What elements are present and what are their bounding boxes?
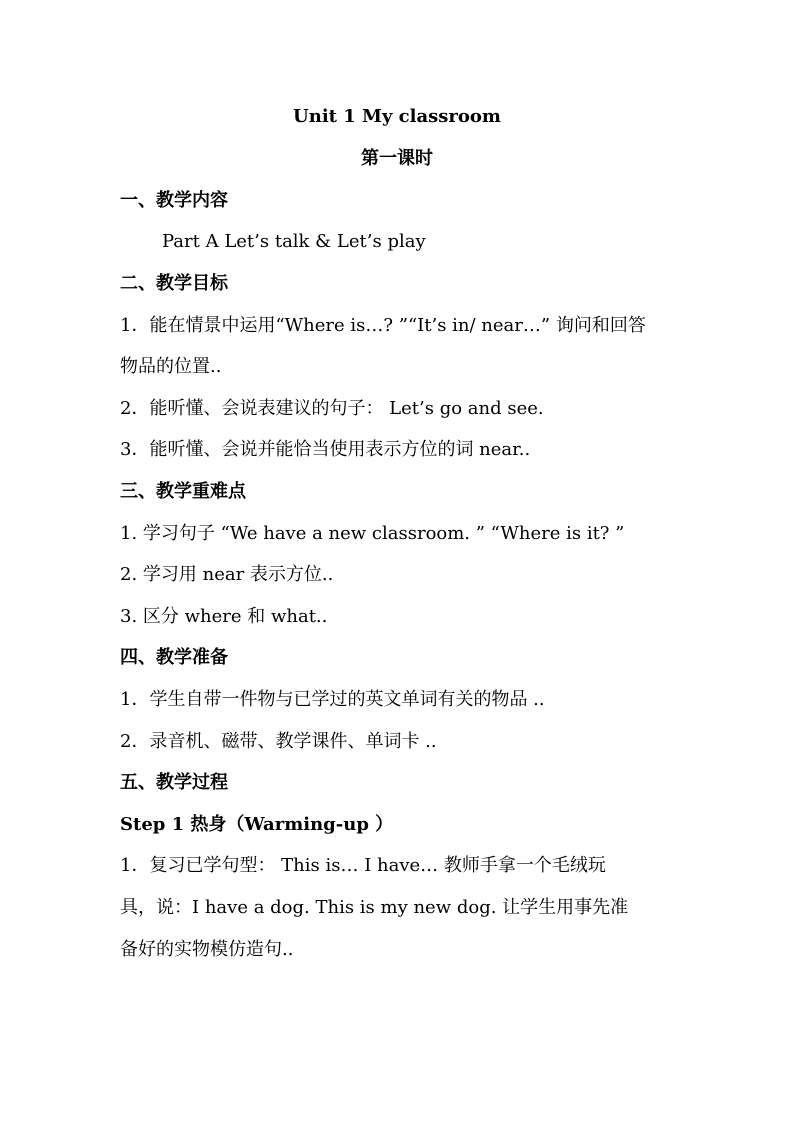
step-1-heading: Step 1 热身（Warming-up ） — [120, 814, 394, 835]
document-subtitle: 第一课时 — [361, 148, 433, 169]
section-heading-key-points: 三、教学重难点 — [120, 481, 246, 502]
key-point-3: 3. 区分 where 和 what.. — [120, 606, 328, 627]
section-heading-preparation: 四、教学准备 — [120, 647, 228, 668]
step-1-item-1-line-1: 1．复习已学句型： This is… I have… 教师手拿一个毛绒玩 — [120, 855, 606, 876]
document-title: Unit 1 My classroom — [293, 106, 501, 127]
section-heading-process: 五、教学过程 — [120, 772, 228, 793]
section-heading-objectives: 二、教学目标 — [120, 273, 228, 294]
objective-3: 3．能听懂、会说并能恰当使用表示方位的词 near.. — [120, 439, 531, 460]
objective-1-line-2: 物品的位置.. — [120, 356, 222, 377]
preparation-2: 2．录音机、磁带、教学课件、单词卡 .. — [120, 731, 437, 752]
section-text-content: Part A Let’s talk & Let’s play — [162, 231, 426, 252]
key-point-2: 2. 学习用 near 表示方位.. — [120, 564, 334, 585]
section-heading-content: 一、教学内容 — [120, 190, 228, 211]
step-1-item-1-line-2: 具，说：I have a dog. This is my new dog. 让学生用事先准 — [120, 897, 629, 918]
key-point-1: 1. 学习句子 “We have a new classroom. ” “Where is it? ” — [120, 523, 625, 544]
preparation-1: 1．学生自带一件物与已学过的英文单词有关的物品 .. — [120, 689, 545, 710]
step-1-item-1-line-3: 备好的实物模仿造句.. — [120, 939, 294, 960]
objective-1-line-1: 1．能在情景中运用“Where is…? ”“It’s in/ near…” 询问和回答 — [120, 315, 646, 336]
objective-2: 2．能听懂、会说表建议的句子： Let’s go and see. — [120, 398, 544, 419]
